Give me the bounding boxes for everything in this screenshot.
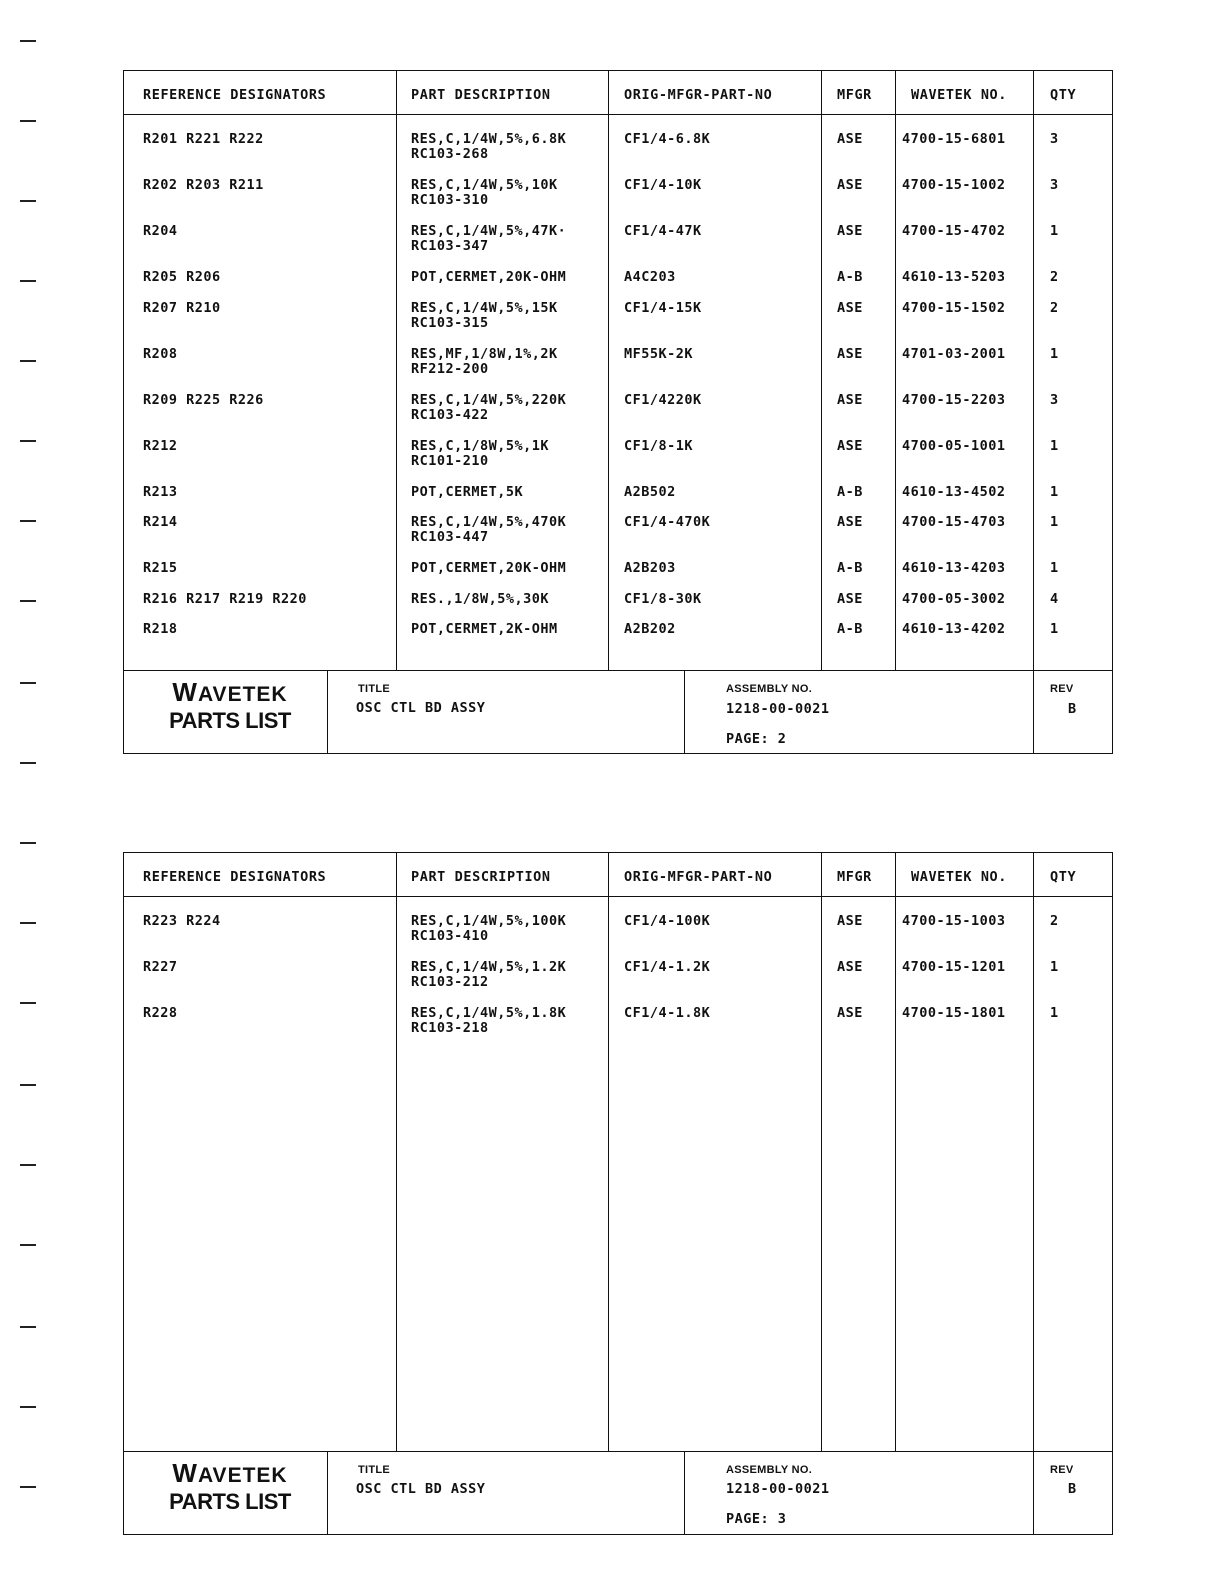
part-description-cell-line2: RC103-347: [411, 238, 489, 254]
title-block-divider: [327, 1451, 328, 1535]
wavetek-no-cell: 4700-05-1001: [902, 437, 1006, 454]
header-part-description: PART DESCRIPTION: [411, 87, 551, 103]
wavetek-no-cell: 4610-13-4502: [902, 483, 1006, 500]
title-block-divider: [327, 670, 328, 754]
part-description-cell-line2: RC103-310: [411, 192, 489, 208]
reference-designators-cell: R223 R224: [143, 913, 221, 929]
header-mfgr: MFGR: [837, 87, 872, 103]
revision-label: REV: [1050, 683, 1074, 695]
title-block-divider: [124, 1451, 1112, 1452]
wavetek-logo: [140, 677, 320, 734]
part-description-cell: RES,C,1/8W,5%,1K: [411, 437, 550, 454]
mfgr-cell: ASE: [837, 299, 863, 316]
part-description-cell: RES,C,1/4W,5%,15K: [411, 299, 558, 316]
part-description-cell: RES,C,1/4W,5%,6.8K: [411, 131, 567, 147]
title-label: TITLE: [358, 683, 391, 695]
margin-tick: [20, 922, 36, 924]
mfgr-cell: ASE: [837, 131, 863, 147]
reference-designators-cell: R218: [143, 621, 178, 637]
assembly-number-label: ASSEMBLY NO.: [726, 683, 813, 695]
wavetek-no-cell: 4700-15-1801: [902, 1005, 1006, 1021]
parts-list-sheet-page-2: [123, 70, 1113, 754]
part-description-cell-line2: RC103-268: [411, 146, 489, 162]
margin-tick: [20, 842, 36, 844]
reference-designators-cell: R228: [143, 1005, 178, 1021]
part-description-cell: POT,CERMET,2K-OHM: [411, 621, 558, 637]
title-label: TITLE: [358, 1464, 391, 1476]
mfgr-cell: ASE: [837, 345, 863, 362]
wavetek-logo: [140, 1458, 320, 1515]
wavetek-no-cell: 4610-13-4202: [902, 621, 1006, 637]
column-divider: [821, 853, 822, 1452]
mfgr-cell: A-B: [837, 560, 863, 576]
mfgr-cell: ASE: [837, 223, 863, 239]
margin-tick: [20, 1486, 36, 1488]
wavetek-no-cell: 4700-15-4702: [902, 223, 1006, 239]
qty-cell: 1: [1050, 223, 1059, 239]
mfgr-cell: ASE: [837, 177, 863, 193]
column-divider: [1033, 71, 1034, 671]
qty-cell: 1: [1050, 345, 1059, 362]
mfgr-cell: A-B: [837, 621, 863, 637]
column-divider: [396, 853, 397, 1452]
header-mfgr: MFGR: [837, 869, 872, 885]
header-divider: [124, 114, 1112, 115]
mfgr-cell: ASE: [837, 590, 863, 607]
margin-tick: [20, 1326, 36, 1328]
part-description-cell: RES,C,1/4W,5%,220K: [411, 391, 567, 408]
column-divider: [895, 853, 896, 1452]
reference-designators-cell: R205 R206: [143, 269, 221, 285]
wavetek-no-cell: 4700-15-1201: [902, 959, 1006, 975]
qty-cell: 3: [1050, 391, 1059, 408]
margin-tick: [20, 1244, 36, 1246]
part-description-cell: RES.,1/8W,5%,30K: [411, 590, 550, 607]
mfgr-cell: ASE: [837, 514, 863, 530]
page-number: PAGE: 3: [726, 1511, 787, 1527]
reference-designators-cell: R202 R203 R211: [143, 177, 264, 193]
orig-mfgr-part-no-cell: A2B502: [624, 483, 676, 500]
margin-tick: [20, 440, 36, 442]
assembly-number: 1218-00-0021: [726, 1481, 830, 1497]
reference-designators-cell: R213: [143, 483, 178, 500]
reference-designators-cell: R212: [143, 437, 178, 454]
qty-cell: 1: [1050, 1005, 1059, 1021]
brand-name: WAVETEK: [172, 1458, 288, 1488]
qty-cell: 1: [1050, 514, 1059, 530]
margin-tick: [20, 682, 36, 684]
orig-mfgr-part-no-cell: A2B203: [624, 560, 676, 576]
reference-designators-cell: R209 R225 R226: [143, 391, 264, 408]
wavetek-no-cell: 4700-15-1502: [902, 299, 1006, 316]
wavetek-no-cell: 4700-15-4703: [902, 514, 1006, 530]
qty-cell: 1: [1050, 560, 1059, 576]
assembly-number-label: ASSEMBLY NO.: [726, 1464, 813, 1476]
margin-tick: [20, 762, 36, 764]
header-wavetek-no: WAVETEK NO.: [911, 87, 1008, 103]
column-divider: [821, 71, 822, 671]
part-description-cell: RES,C,1/4W,5%,10K: [411, 177, 558, 193]
reference-designators-cell: R227: [143, 959, 178, 975]
margin-tick: [20, 360, 36, 362]
margin-tick: [20, 520, 36, 522]
part-description-cell-line2: RC101-210: [411, 452, 489, 469]
orig-mfgr-part-no-cell: A4C203: [624, 269, 676, 285]
header-wavetek-no: WAVETEK NO.: [911, 869, 1008, 885]
part-description-cell-line2: RC103-422: [411, 406, 489, 423]
header-qty: QTY: [1050, 869, 1077, 885]
reference-designators-cell: R216 R217 R219 R220: [143, 590, 307, 607]
page-number: PAGE: 2: [726, 731, 787, 747]
margin-tick: [20, 200, 36, 202]
reference-designators-cell: R215: [143, 560, 178, 576]
margin-tick: [20, 120, 36, 122]
qty-cell: 1: [1050, 437, 1059, 454]
revision-value: B: [1068, 1481, 1077, 1497]
wavetek-no-cell: 4700-05-3002: [902, 590, 1006, 607]
orig-mfgr-part-no-cell: CF1/4-10K: [624, 177, 702, 193]
parts-list-sheet-page-3: [123, 852, 1113, 1535]
mfgr-cell: A-B: [837, 269, 863, 285]
orig-mfgr-part-no-cell: CF1/4-6.8K: [624, 131, 711, 147]
margin-tick: [20, 1164, 36, 1166]
wavetek-no-cell: 4700-15-6801: [902, 131, 1006, 147]
margin-tick: [20, 1002, 36, 1004]
part-description-cell-line2: RC103-212: [411, 974, 489, 990]
mfgr-cell: ASE: [837, 437, 863, 454]
margin-tick: [20, 280, 36, 282]
reference-designators-cell: R207 R210: [143, 299, 221, 316]
column-divider: [396, 71, 397, 671]
qty-cell: 2: [1050, 299, 1059, 316]
mfgr-cell: A-B: [837, 483, 863, 500]
orig-mfgr-part-no-cell: CF1/4-100K: [624, 913, 711, 929]
header-reference-designators: REFERENCE DESIGNATORS: [143, 87, 327, 103]
orig-mfgr-part-no-cell: MF55K-2K: [624, 345, 694, 362]
orig-mfgr-part-no-cell: CF1/8-1K: [624, 437, 694, 454]
revision-value: B: [1068, 701, 1077, 717]
header-orig-mfgr-part-no: ORIG-MFGR-PART-NO: [624, 869, 773, 885]
qty-cell: 1: [1050, 483, 1059, 500]
header-divider: [124, 896, 1112, 897]
revision-label: REV: [1050, 1464, 1074, 1476]
orig-mfgr-part-no-cell: CF1/4-470K: [624, 514, 711, 530]
parts-list-label: PARTS LIST: [169, 708, 291, 733]
part-description-cell-line2: RC103-315: [411, 314, 489, 331]
orig-mfgr-part-no-cell: A2B202: [624, 621, 676, 637]
orig-mfgr-part-no-cell: CF1/4-1.2K: [624, 959, 711, 975]
title-block-divider: [684, 670, 685, 754]
part-description-cell-line2: RC103-447: [411, 529, 489, 545]
column-divider: [608, 853, 609, 1452]
part-description-cell: RES,MF,1/8W,1%,2K: [411, 345, 558, 362]
part-description-cell: RES,C,1/4W,5%,470K: [411, 514, 567, 530]
qty-cell: 1: [1050, 621, 1059, 637]
part-description-cell-line2: RC103-218: [411, 1020, 489, 1036]
orig-mfgr-part-no-cell: CF1/4-1.8K: [624, 1005, 711, 1021]
title-block-divider: [124, 670, 1112, 671]
title-block-divider: [1033, 1451, 1034, 1535]
reference-designators-cell: R208: [143, 345, 178, 362]
mfgr-cell: ASE: [837, 913, 863, 929]
title-block-divider: [684, 1451, 685, 1535]
part-description-cell: RES,C,1/4W,5%,1.8K: [411, 1005, 567, 1021]
part-description-cell-line2: RC103-410: [411, 928, 489, 944]
column-divider: [895, 71, 896, 671]
wavetek-no-cell: 4700-15-1002: [902, 177, 1006, 193]
column-divider: [608, 71, 609, 671]
column-divider: [1033, 853, 1034, 1452]
orig-mfgr-part-no-cell: CF1/4-47K: [624, 223, 702, 239]
part-description-cell: RES,C,1/4W,5%,1.2K: [411, 959, 567, 975]
qty-cell: 2: [1050, 269, 1059, 285]
reference-designators-cell: R214: [143, 514, 178, 530]
assembly-number: 1218-00-0021: [726, 701, 830, 717]
wavetek-no-cell: 4701-03-2001: [902, 345, 1006, 362]
part-description-cell-line2: RF212-200: [411, 360, 489, 377]
part-description-cell: POT,CERMET,5K: [411, 483, 524, 500]
assembly-title: OSC CTL BD ASSY: [356, 1481, 486, 1497]
header-part-description: PART DESCRIPTION: [411, 869, 551, 885]
margin-tick: [20, 1406, 36, 1408]
orig-mfgr-part-no-cell: CF1/4-15K: [624, 299, 702, 316]
qty-cell: 1: [1050, 959, 1059, 975]
orig-mfgr-part-no-cell: CF1/4220K: [624, 391, 702, 408]
wavetek-no-cell: 4700-15-1003: [902, 913, 1006, 929]
wavetek-no-cell: 4610-13-5203: [902, 269, 1006, 285]
mfgr-cell: ASE: [837, 1005, 863, 1021]
parts-list-label: PARTS LIST: [169, 1489, 291, 1514]
qty-cell: 4: [1050, 590, 1059, 607]
part-description-cell: POT,CERMET,20K-OHM: [411, 269, 567, 285]
margin-tick: [20, 40, 36, 42]
qty-cell: 3: [1050, 177, 1059, 193]
part-description-cell: RES,C,1/4W,5%,100K: [411, 913, 567, 929]
orig-mfgr-part-no-cell: CF1/8-30K: [624, 590, 702, 607]
header-qty: QTY: [1050, 87, 1077, 103]
assembly-title: OSC CTL BD ASSY: [356, 700, 486, 716]
margin-tick: [20, 600, 36, 602]
brand-name: WAVETEK: [172, 677, 288, 707]
qty-cell: 2: [1050, 913, 1059, 929]
margin-tick: [20, 1084, 36, 1086]
qty-cell: 3: [1050, 131, 1059, 147]
wavetek-no-cell: 4700-15-2203: [902, 391, 1006, 408]
title-block-divider: [1033, 670, 1034, 754]
mfgr-cell: ASE: [837, 391, 863, 408]
mfgr-cell: ASE: [837, 959, 863, 975]
part-description-cell: RES,C,1/4W,5%,47K·: [411, 223, 567, 239]
header-orig-mfgr-part-no: ORIG-MFGR-PART-NO: [624, 87, 773, 103]
reference-designators-cell: R201 R221 R222: [143, 131, 264, 147]
reference-designators-cell: R204: [143, 223, 178, 239]
wavetek-no-cell: 4610-13-4203: [902, 560, 1006, 576]
header-reference-designators: REFERENCE DESIGNATORS: [143, 869, 327, 885]
part-description-cell: POT,CERMET,20K-OHM: [411, 560, 567, 576]
